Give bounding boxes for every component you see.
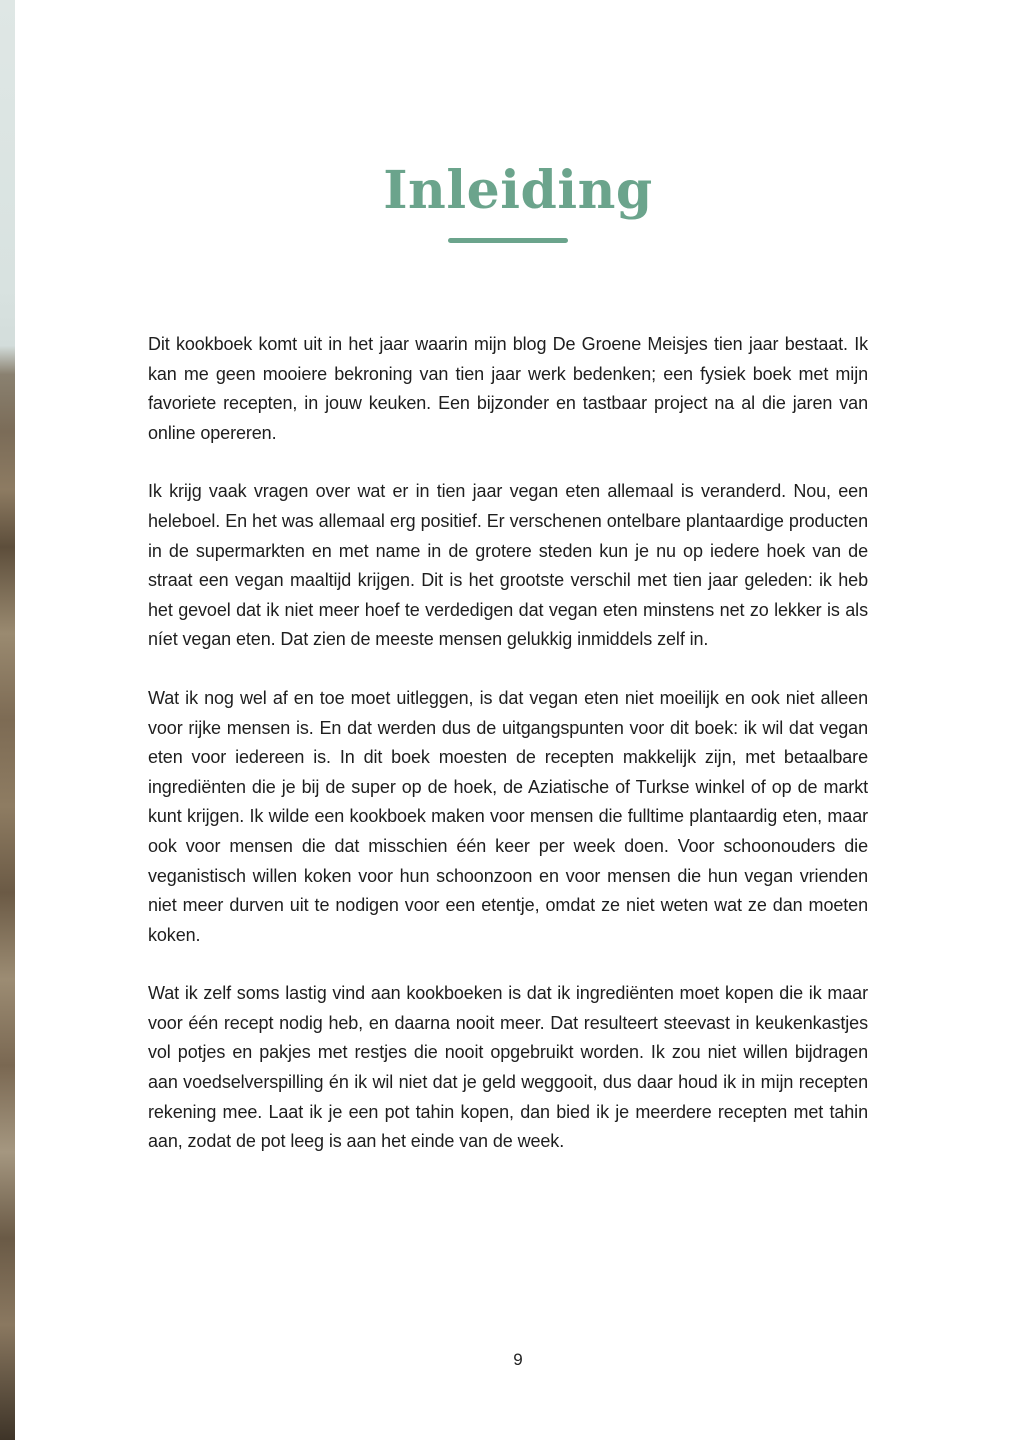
paragraph: Wat ik zelf soms lastig vind aan kookboeken is dat ik ingrediënten moet kopen die ik maar voor één recept nodig heb, en daarna nooit meer. Dat resulteert steevast in keukenkastjes vol potjes en pakjes met restjes die nooit opgebruikt worden. Ik zou niet willen bijdragen aan voedselverspilling én ik wil niet dat je geld weggooit, dus daar houd ik in mijn recepten rekening mee. Laat ik je een pot tahin kopen, dan bied ik je meerdere recepten met tahin aan, zodat de pot leeg is aan het einde van de week. [148, 983, 868, 1152]
paragraph: Ik krijg vaak vragen over wat er in tien jaar vegan eten allemaal is veranderd. Nou, een heleboel. En het was allemaal erg positief. Er verschenen ontelbare plantaardige producten in de supermarkten en met name in de grotere steden kun je nu op iedere hoek van de straat een vegan maaltijd krijgen. Dit is het grootste verschil met tien jaar geleden: ik heb het gevoel dat ik niet meer hoef te verdedigen dat vegan eten minstens net zo lekker is als níet vegan eten. Dat zien de meeste mensen gelukkig inmiddels zelf in. [148, 481, 868, 650]
page-number: 9 [513, 1350, 523, 1369]
paragraph: Dit kookboek komt uit in het jaar waarin mijn blog De Groene Meisjes tien jaar bestaat. Ik kan me geen mooiere bekroning van tien jaar werk bedenken; een fysiek boek met mijn favoriete recepten, in jouw keuken. Een bijzonder en tastbaar project na al die jaren van online opereren. [148, 334, 868, 443]
title-underline [448, 238, 568, 243]
paragraph: Wat ik nog wel af en toe moet uitleggen, is dat vegan eten niet moeilijk en ook niet alleen voor rijke mensen is. En dat werden dus de uitgangspunten voor dit boek: ik wil dat vegan eten voor iedereen is. In dit boek moesten de recepten makkelijk zijn, met betaalbare ingrediënten die je bij de super op de hoek, de Aziatische of Turkse winkel of op de markt kunt krijgen. Ik wilde een kookboek maken voor mensen die fulltime plantaardig eten, maar ook voor mensen die dat misschien één keer per week doen. Voor schoonouders die veganistisch willen koken voor hun schoonzoon en voor mensen die hun vegan vrienden niet meer durven uit te nodigen voor een etentje, omdat ze niet weten wat ze dan moeten koken. [148, 687, 868, 945]
body-text [148, 330, 868, 1186]
side-photo-strip [0, 0, 15, 1440]
page-title: Inleiding [383, 160, 653, 221]
book-page [15, 0, 1021, 1440]
